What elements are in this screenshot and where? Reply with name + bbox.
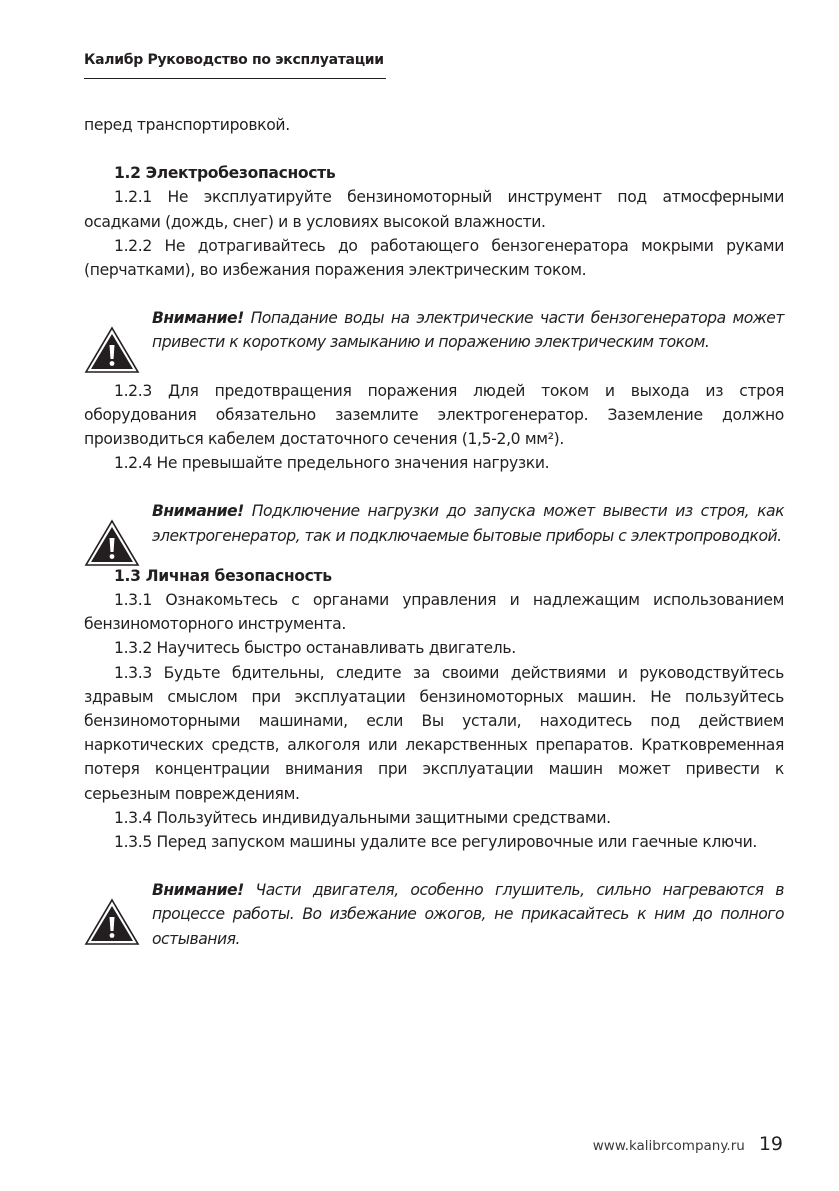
paragraph-1-2-3: 1.2.3 Для предотвращения поражения людей током и выхода из строя оборудования обязательно заземлите электрогенератор. Заземление должно производиться кабелем достаточного сечения (1,5-2,0 мм²). <box>84 381 784 449</box>
warning-text-2 <box>152 499 784 547</box>
running-header: Калибр Руководство по эксплуатации <box>84 52 386 79</box>
paragraph-1-3-5: 1.3.5 Перед запуском машины удалите все регулировочные или гаечные ключи. <box>114 833 758 852</box>
warning-text-3 <box>152 878 784 951</box>
warning-triangle-icon <box>84 326 140 374</box>
paragraph-1-2-1: 1.2.1 Не эксплуатируйте бензиномоторный инструмент под атмосферными осадками (дождь, снег) и в условиях высокой влажности. <box>84 188 784 231</box>
footer-url[interactable]: www.kalibrcompany.ru <box>592 1138 745 1154</box>
section-heading-personal-safety: 1.3 Личная безопасность <box>114 566 332 585</box>
paragraph-1-2-2: 1.2.2 Не дотрагивайтесь до работающего бензогенератора мокрыми руками (перчатками), во избежания поражения электрическим током. <box>84 236 784 280</box>
paragraph-1-2-4: 1.2.4 Не превышайте предельного значения нагрузки. <box>114 454 550 473</box>
warning-block-2 <box>84 499 784 547</box>
warning-block-1 <box>84 306 784 354</box>
warning-body-1: Попадание воды на электрические части бензогенератора может привести к короткому замыканию и поражению электрическим током. <box>152 309 784 352</box>
warning-body-3: Части двигателя, особенно глушитель, сильно нагреваются в процессе работы. Во избежание ожогов, не прикасайтесь к ним до полного остывания. <box>152 881 784 948</box>
warning-label-1: Внимание! <box>152 309 244 328</box>
section-heading-electrical-safety: 1.2 Электробезопасность <box>114 164 336 183</box>
intro-text: перед транспортировкой. <box>84 116 290 134</box>
warning-body-2: Подключение нагрузки до запуска может вывести из строя, как электрогенератор, так и подключаемые бытовые приборы с электропроводкой. <box>152 502 784 545</box>
paragraph-1-3-1: 1.3.1 Ознакомьтесь с органами управления и надлежащим использованием бензиномоторного инструмента. <box>84 591 784 634</box>
paragraph-1-3-2: 1.3.2 Научитесь быстро останавливать двигатель. <box>114 639 516 658</box>
page-number: 19 <box>758 1133 783 1155</box>
warning-label-3: Внимание! <box>152 881 244 900</box>
warning-label-2: Внимание! <box>152 502 244 521</box>
warning-triangle-icon <box>84 519 140 567</box>
warning-triangle-icon <box>84 898 140 946</box>
paragraph-1-3-4: 1.3.4 Пользуйтесь индивидуальными защитными средствами. <box>114 808 611 827</box>
warning-text-1 <box>152 306 784 354</box>
page-content <box>84 113 784 951</box>
page-footer <box>593 1133 783 1155</box>
paragraph-1-3-3: 1.3.3 Будьте бдительны, следите за своими действиями и руководствуйтесь здравым смыслом при эксплуатации бензиномоторных машин. Не пользуйтесь бензиномоторными машинами, если Вы устали, находитесь под действием наркотических средств, алкоголя или лекарственных препаратов. Кратковременная потеря концентрации внимания при эксплуатации машин может привести к серьезным повреждениям. <box>84 663 784 803</box>
warning-block-3 <box>84 878 784 951</box>
